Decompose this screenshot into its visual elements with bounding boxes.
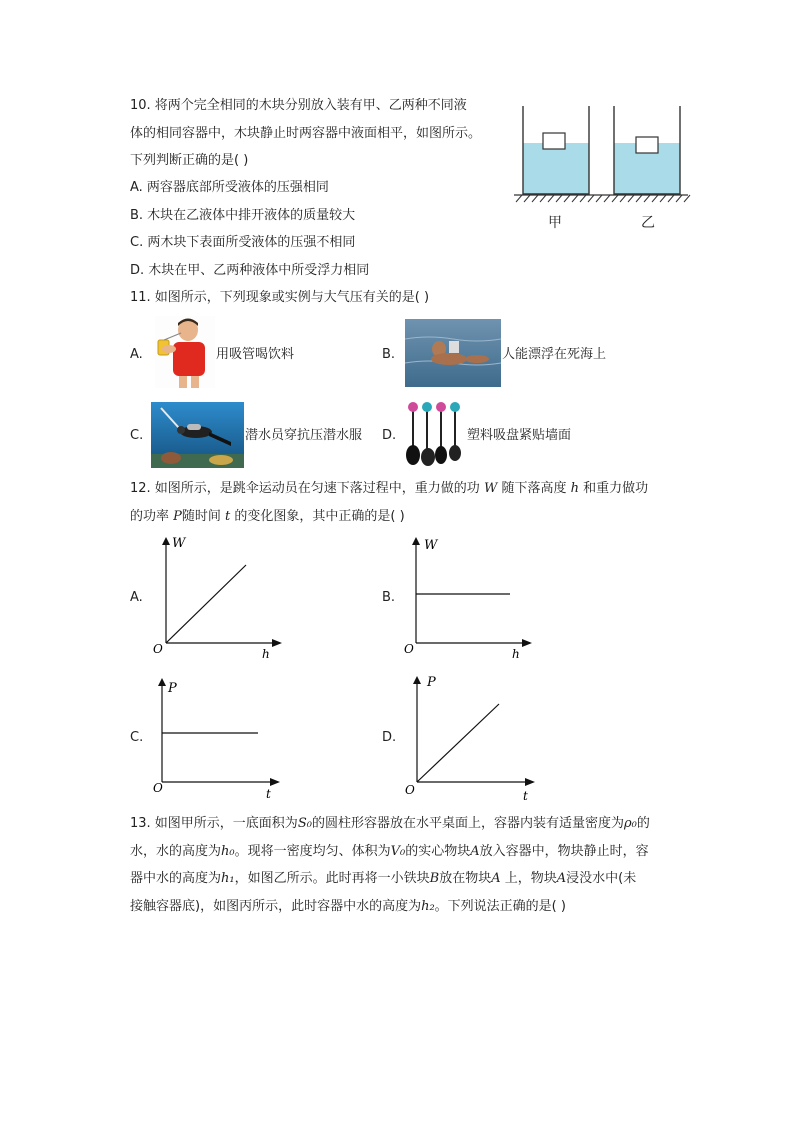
q12-stem-line2: 的功率 P随时间 t 的变化图象，其中正确的是( ): [130, 509, 405, 524]
q11-a-letter: A.: [130, 347, 143, 362]
q10-option-a: A. 两容器底部所受液体的压强相同: [130, 180, 329, 195]
q12-graph-a-letter: A.: [130, 590, 143, 605]
q12-graph-b-origin: O: [404, 642, 414, 656]
q11-b-dead-sea-image: [405, 319, 501, 387]
q10-option-c: C. 两木块下表面所受液体的压强不相同: [130, 235, 356, 250]
q13-stem-line4: 接触容器底)，如图丙所示，此时容器中水的高度为h₂。下列说法正确的是( ): [130, 899, 566, 914]
q10-stem-line1: 10. 将两个完全相同的木块分别放入装有甲、乙两种不同液: [130, 98, 467, 113]
q12-graph-c-y-label: P: [168, 681, 177, 696]
q12-graph-d-y-label: P: [427, 675, 436, 690]
q10-option-d: D. 木块在甲、乙两种液体中所受浮力相同: [130, 263, 370, 278]
liquid-jia: [523, 143, 589, 194]
q12-graph-b-letter: B.: [382, 590, 396, 605]
q12-graph-d-origin: O: [405, 783, 415, 797]
q13-stem-line3: 器中水的高度为h₁，如图乙所示。此时再将一小铁块B放在物块A 上，物块A浸没水中(未: [130, 871, 637, 886]
q11-d-text: 塑料吸盘紧贴墙面: [467, 428, 572, 443]
q12-graph-a: [150, 533, 290, 663]
q12-graph-d-line: [417, 704, 499, 782]
q13-stem-line2: 水，水的高度为h₀。现将一密度均匀、体积为V₀的实心物块A放入容器中，物块静止时，容: [130, 844, 649, 859]
q11-b-text: 人能漂浮在死海上: [502, 347, 607, 362]
q12-graph-b-y-label: W: [424, 538, 438, 553]
q12-graph-d: [405, 672, 545, 804]
q12-graph-c-x-label: t: [266, 787, 271, 801]
q12-graph-a-y-label: W: [172, 536, 186, 551]
q12-graph-d-letter: D.: [382, 730, 397, 745]
q11-c-diver-image: [151, 402, 244, 468]
q11-c-letter: C.: [130, 428, 144, 443]
q12-graph-d-x-label: t: [523, 789, 528, 803]
q11-d-suction-cups-image: [403, 399, 466, 467]
q12-graph-a-x-label: h: [262, 647, 270, 661]
block-yi: [636, 137, 658, 153]
q11-a-boy-drinking-image: [155, 316, 215, 388]
q13-stem-line1: 13. 如图甲所示，一底面积为S₀的圆柱形容器放在水平桌面上，容器内装有适量密度为ρ₀的: [130, 816, 650, 831]
block-jia: [543, 133, 565, 149]
q10-label-jia: 甲: [548, 215, 562, 231]
q10-containers-figure: [510, 100, 695, 235]
q11-d-letter: D.: [382, 428, 397, 443]
q11-stem: 11. 如图所示，下列现象或实例与大气压有关的是( ): [130, 290, 430, 305]
q12-graph-a-line: [166, 565, 246, 643]
q12-graph-a-origin: O: [153, 642, 163, 656]
q12-graph-b: [400, 533, 540, 663]
q10-option-b: B. 木块在乙液体中排开液体的质量较大: [130, 208, 356, 223]
q11-b-letter: B.: [382, 347, 396, 362]
q10-stem-line2: 体的相同容器中，木块静止时两容器中液面相平，如图所示。: [130, 126, 482, 141]
q12-graph-c-origin: O: [153, 781, 163, 795]
q10-stem-line3: 下列判断正确的是( ): [130, 153, 249, 168]
q12-graph-c-letter: C.: [130, 730, 144, 745]
q12-graph-b-x-label: h: [512, 647, 520, 661]
q11-a-text: 用吸管喝饮料: [216, 347, 295, 362]
q12-graph-c: [150, 674, 290, 804]
q10-label-yi: 乙: [641, 215, 655, 231]
q11-c-text: 潜水员穿抗压潜水服: [245, 428, 363, 443]
q12-stem-line1: 12. 如图所示，是跳伞运动员在匀速下落过程中，重力做的功 W 随下落高度 h 和重力做功: [130, 481, 649, 496]
